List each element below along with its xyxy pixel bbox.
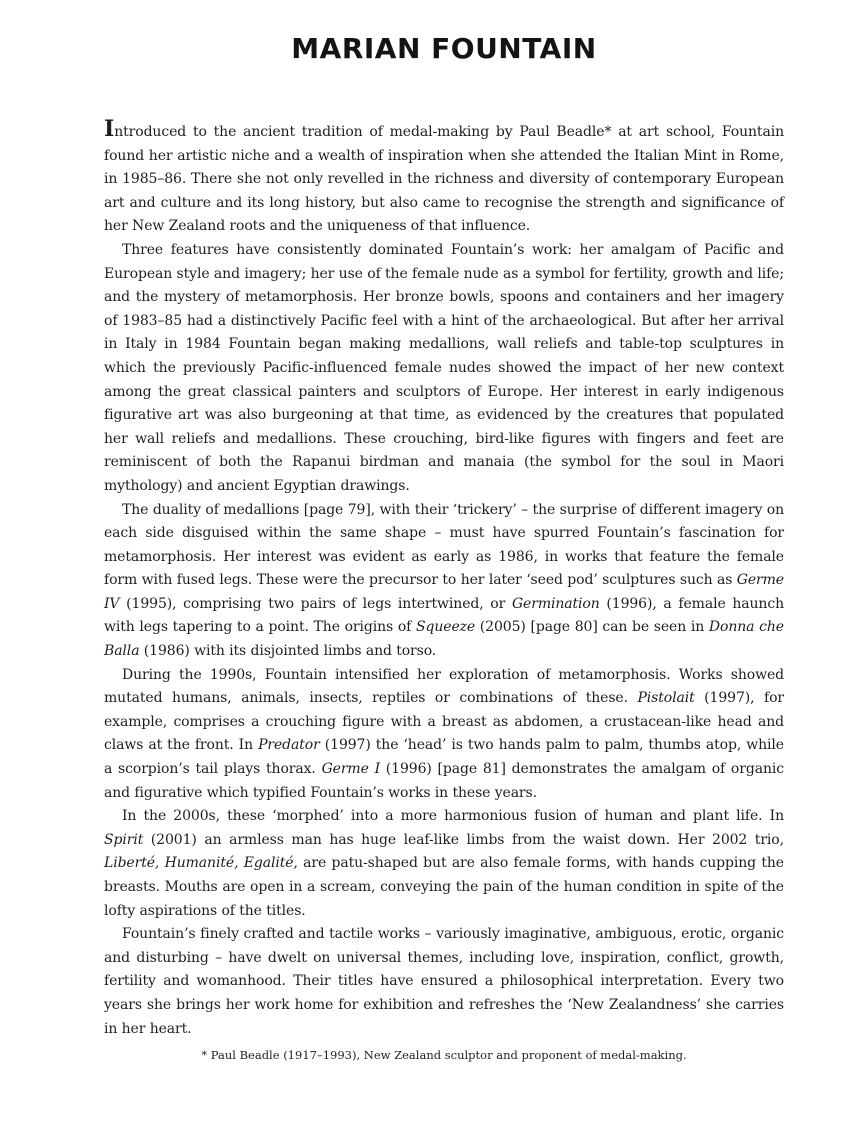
text-run: During the 1990s, Fountain intensified her exploration of metamorphosis. Works showed mutated humans, animals, insects, reptiles or combinations of these. bbox=[104, 666, 784, 707]
italic-title: Donna che Balla bbox=[104, 619, 784, 660]
paragraph-5 bbox=[104, 805, 784, 923]
text-run: (1986) with its disjointed limbs and torso. bbox=[139, 643, 437, 660]
footnote: * Paul Beadle (1917–1993), New Zealand sculptor and proponent of medal-making. bbox=[201, 1048, 687, 1063]
paragraph-3 bbox=[104, 499, 784, 664]
paragraph-6 bbox=[104, 923, 784, 1041]
text-run: (1996) [page 81] demonstrates the amalgam of organic and figurative which typified Fountain’s works in these years. bbox=[104, 761, 784, 801]
article-body bbox=[104, 118, 784, 1041]
text-run: Three features have consistently dominated Fountain’s work: her amalgam of Pacific and European style and imagery; her use of the female nude as a symbol for fertility, growth and life; and the mystery of metamorphosis. Her bronze bowls, spoons and containers and her imagery of 1983–85 had a distinctively Pacific feel with a hint of the archaeological. But after her arrival in Italy in 1984 Fountain began making medallions, wall reliefs and table-top sculptures in which the previously Pacific-influenced female nudes showed the impact of her new context among the great classical painters and sculptors of Europe. Her interest in early indigenous figurative art was also burgeoning at that time, as evidenced by the creatures that populated her wall reliefs and medallions. These crouching, bird-like figures with fingers and feet are reminiscent of both the Rapanui birdman and manaia (the symbol for the soul in Maori mythology) and ancient Egyptian drawings. bbox=[104, 241, 784, 494]
text-run: (1995), comprising two pairs of legs intertwined, or bbox=[119, 595, 512, 612]
text-run: (2005) [page 80] can be seen in bbox=[475, 619, 709, 636]
text-run: , are patu-shaped but are also female forms, with hands cupping the breasts. Mouths are open in a scream, conveying the pain of the human condition in spite of the lofty aspirations of the titles. bbox=[104, 855, 784, 919]
italic-title: Germination bbox=[511, 595, 600, 612]
italic-title: Liberté, Humanité, Egalité bbox=[104, 855, 294, 872]
text-run: (1997) the ‘head’ is two hands palm to palm, thumbs atop, while a scorpion’s tail plays thorax. bbox=[104, 737, 784, 778]
text-run: (1997), for example, comprises a crouching figure with a breast as abdomen, a crustacean-like head and claws at the front. In bbox=[104, 690, 784, 754]
italic-title: Spirit bbox=[104, 831, 144, 848]
text-run: ntroduced to the ancient tradition of medal-making by Paul Beadle* at art school, Fountain found her artistic niche and a wealth of inspiration when she attended the Italian Mint in Rome, in 1985–86. There she not only revelled in the richness and diversity of contemporary European art and culture and its long history, but also came to recognise the strength and significance of her New Zealand roots and the uniqueness of that influence. bbox=[104, 124, 784, 235]
italic-title: Pistolait bbox=[637, 690, 695, 707]
drop-cap: I bbox=[104, 116, 115, 142]
text-run: In the 2000s, these ‘morphed’ into a more harmonious fusion of human and plant life. In bbox=[122, 808, 784, 825]
text-run: (1996), a female haunch with legs tapering to a point. The origins of bbox=[104, 595, 785, 636]
page-title: MARIAN FOUNTAIN bbox=[291, 32, 597, 65]
italic-title: Predator bbox=[258, 737, 320, 754]
text-run: (2001) an armless man has huge leaf-like limbs from the waist down. Her 2002 trio, bbox=[143, 831, 784, 848]
paragraph-1 bbox=[104, 118, 784, 239]
paragraph-2 bbox=[104, 239, 784, 499]
text-run: Fountain’s finely crafted and tactile works – variously imaginative, ambiguous, erotic, organic and disturbing – have dwelt on universal themes, including love, inspiration, conflict, growth, fertility and womanhood. Their titles have ensured a philosophical interpretation. Every two years she brings her work home for exhibition and refreshes the ‘New Zealandness’ she carries in her heart. bbox=[104, 926, 784, 1037]
text-run: The duality of medallions [page 79], with their ‘trickery’ – the surprise of different imagery on each side disguised within the same shape – must have spurred Fountain’s fascination for metamorphosis. Her interest was evident as early as 1986, in works that feature the female form with fused legs. These were the precursor to her later ‘seed pod’ sculptures such as bbox=[104, 501, 784, 589]
italic-title: Germe IV bbox=[104, 572, 784, 612]
italic-title: Squeeze bbox=[415, 619, 476, 636]
italic-title: Germe I bbox=[321, 761, 381, 778]
paragraph-4 bbox=[104, 664, 784, 806]
